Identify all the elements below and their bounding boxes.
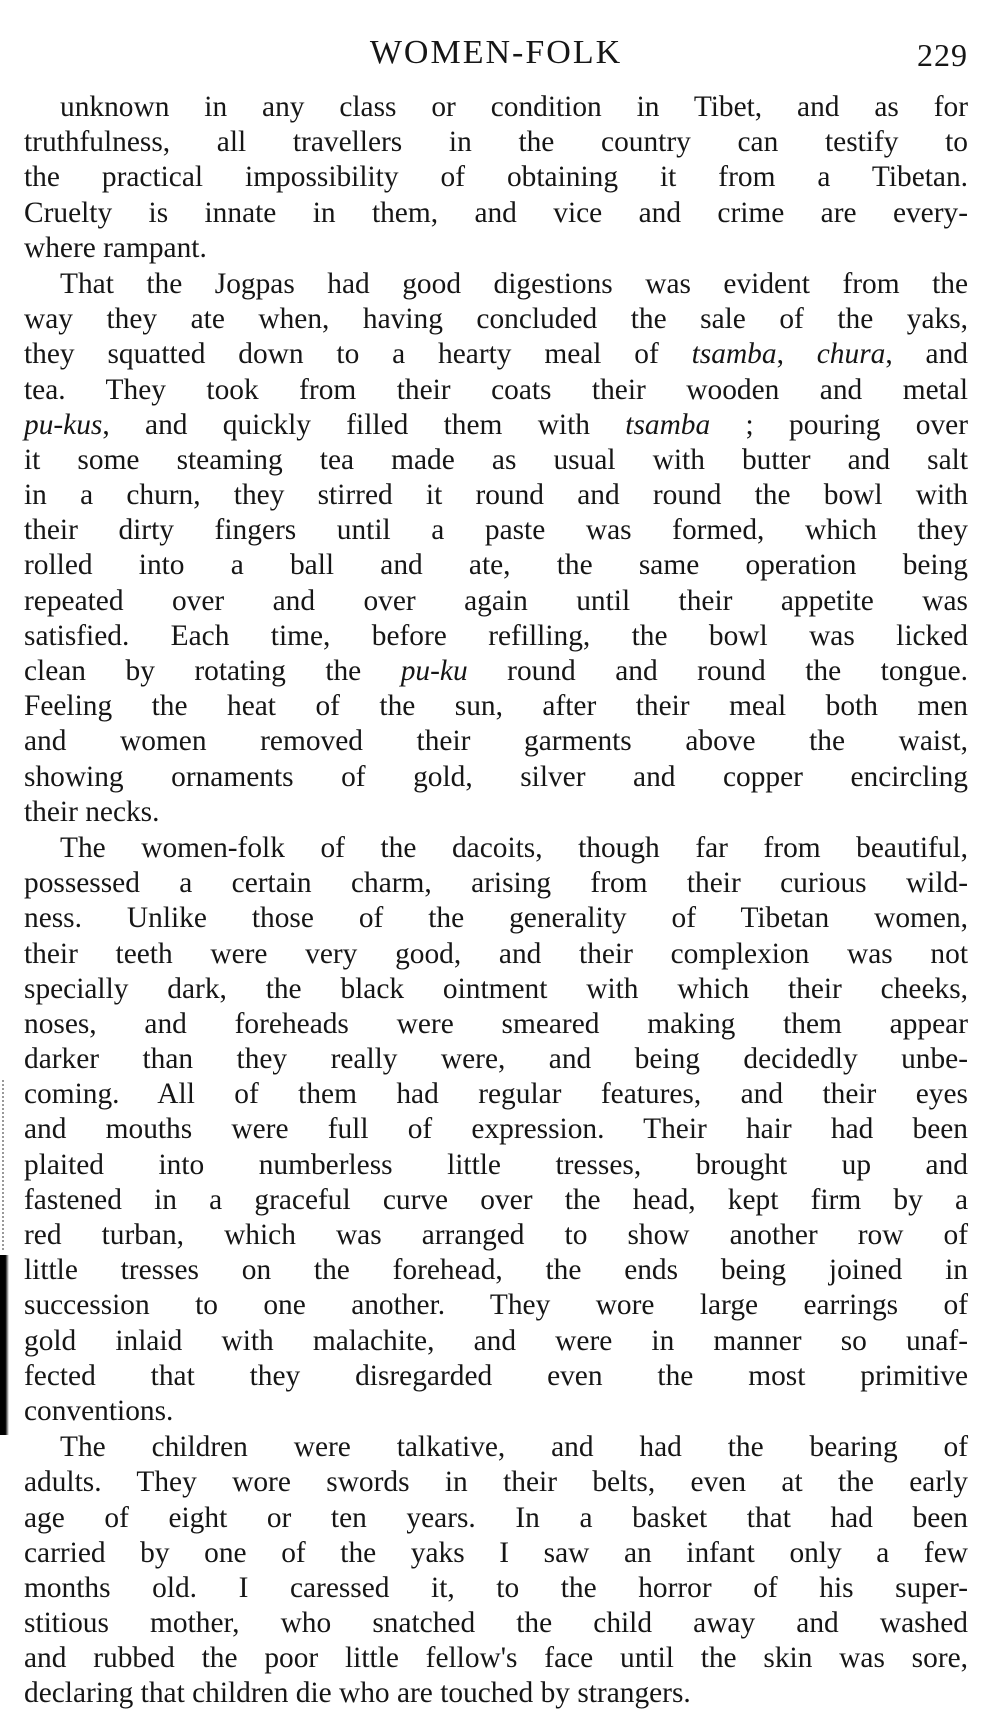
- binding-edge-shadow: [0, 1255, 9, 1435]
- text-line: pu-kus, and quickly filled them with tsamba ; pouring over: [24, 408, 968, 441]
- text-line: it some steaming tea made as usual with butter and salt: [24, 443, 968, 476]
- text-line: they squatted down to a hearty meal of tsamba, chura, and: [24, 338, 968, 371]
- text-line: specially dark, the black ointment with which their cheeks,: [24, 972, 968, 1005]
- text-line: and rubbed the poor little fellow's face until the skin was sore,: [24, 1642, 968, 1675]
- text-line: truthfulness, all travellers in the country can testify to: [24, 126, 968, 159]
- text-line: coming. All of them had regular features, and their eyes: [24, 1078, 968, 1111]
- page-number: 229: [917, 37, 968, 73]
- text-line: little tresses on the forehead, the ends being joined in: [24, 1254, 968, 1287]
- text-line: repeated over and over again until their appetite was: [24, 584, 968, 617]
- paragraph: [24, 267, 968, 830]
- text-line: in a churn, they stirred it round and round the bowl with: [24, 479, 968, 512]
- text-line: their dirty fingers until a paste was formed, which they: [24, 514, 968, 547]
- text-line: possessed a certain charm, arising from their curious wild-: [24, 867, 968, 900]
- text-line: That the Jogpas had good digestions was evident from the: [60, 267, 968, 300]
- text-line: carried by one of the yaks I saw an infant only a few: [24, 1536, 968, 1569]
- text-line: conventions.: [24, 1394, 174, 1427]
- text-line: stitious mother, who snatched the child away and washed: [24, 1607, 968, 1640]
- body-text: [24, 90, 968, 1712]
- text-line: red turban, which was arranged to show another row of: [24, 1219, 968, 1251]
- text-line: fected that they disregarded even the most primitive: [24, 1359, 968, 1392]
- text-line: gold inlaid with malachite, and were in manner so unaf-: [24, 1324, 968, 1357]
- text-line: age of eight or ten years. In a basket that had been: [24, 1501, 968, 1534]
- text-line: adults. They wore swords in their belts, even at the early: [24, 1466, 968, 1499]
- text-line: darker than they really were, and being decidedly unbe-: [24, 1043, 968, 1076]
- text-line: The women-folk of the dacoits, though far from beautiful,: [60, 831, 968, 864]
- text-line: Feeling the heat of the sun, after their meal both men: [24, 690, 968, 723]
- paragraph: [24, 831, 968, 1429]
- text-line: months old. I caressed it, to the horror of his super-: [24, 1571, 968, 1604]
- text-line: Cruelty is innate in them, and vice and crime are every-: [24, 196, 968, 229]
- text-line: clean by rotating the pu-ku round and round the tongue.: [24, 655, 968, 687]
- text-line: succession to one another. They wore large earrings of: [24, 1289, 968, 1322]
- paragraph: [24, 90, 968, 266]
- text-line: noses, and foreheads were smeared making them appear: [24, 1007, 968, 1040]
- text-line: and mouths were full of expression. Their hair had been: [24, 1113, 968, 1146]
- text-line: their necks.: [24, 795, 160, 828]
- text-line: the practical impossibility of obtaining it from a Tibetan.: [24, 161, 968, 194]
- text-line: ness. Unlike those of the generality of Tibetan women,: [24, 902, 968, 935]
- text-line: their teeth were very good, and their complexion was not: [24, 937, 968, 970]
- page-header: [24, 28, 968, 78]
- text-line: tea. They took from their coats their wooden and metal: [24, 373, 968, 406]
- paragraph: [24, 1430, 968, 1712]
- text-line: The children were talkative, and had the bearing of: [60, 1431, 968, 1464]
- text-line: way they ate when, having concluded the sale of the yaks,: [24, 303, 968, 336]
- binding-edge-dots: [2, 1080, 7, 1250]
- text-line: where rampant.: [24, 231, 207, 264]
- running-title: WOMEN-FOLK: [369, 34, 623, 71]
- text-line: rolled into a ball and ate, the same operation being: [24, 549, 968, 582]
- text-line: showing ornaments of gold, silver and copper encircling: [24, 760, 968, 793]
- text-line: satisfied. Each time, before refilling, the bowl was licked: [24, 619, 968, 652]
- text-line: unknown in any class or condition in Tibet, and as for: [60, 91, 968, 123]
- text-line: and women removed their garments above the waist,: [24, 725, 968, 758]
- text-line: declaring that children die who are touched by strangers.: [24, 1677, 691, 1710]
- text-line: plaited into numberless little tresses, brought up and: [24, 1148, 968, 1181]
- text-line: fastened in a graceful curve over the head, kept firm by a: [24, 1183, 968, 1216]
